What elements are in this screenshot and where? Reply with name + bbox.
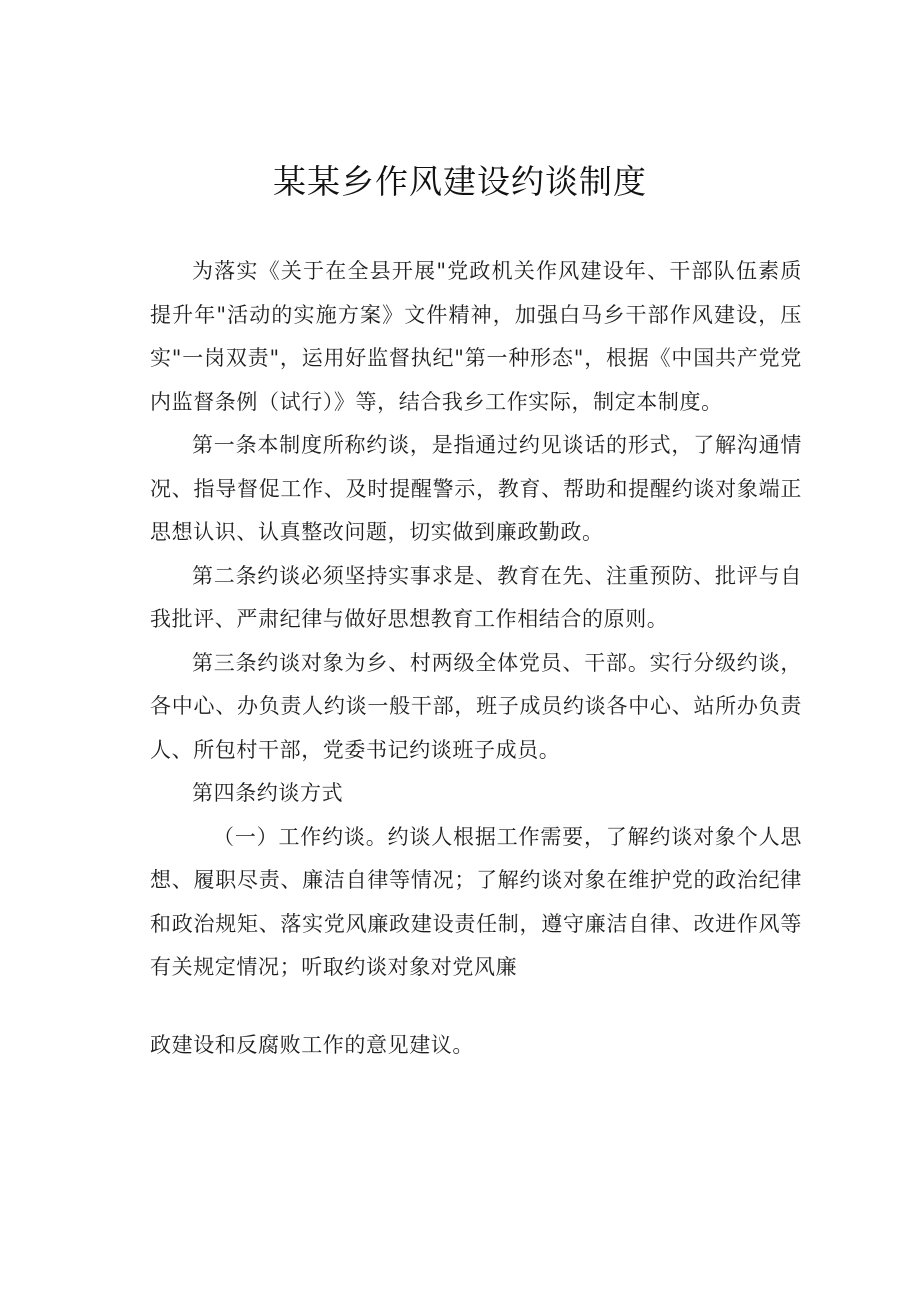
paragraph-article-3: 第三条约谈对象为乡、村两级全体党员、干部。实行分级约谈，各中心、办负责人约谈一般干部，班子成员约谈各中心、站所办负责人、所包村干部，党委书记约谈班子成员。 — [150, 650, 802, 762]
paragraph-article-4: 第四条约谈方式 — [192, 781, 344, 805]
paragraph-intro: 为落实《关于在全县开展"党政机关作风建设年、干部队伍素质提升年"活动的实施方案》文件精神，加强白马乡干部作风建设，压实"一岗双责"，运用好监督执纪"第一种形态"，根据《中国共产党党内监督条例（试行）》等，结合我乡工作实际，制定本制度。 — [150, 259, 802, 414]
paragraph-subsection-1: （一）工作约谈。约谈人根据工作需要，了解约谈对象个人思想、履职尽责、廉洁自律等情况；了解约谈对象在维护党的政治纪律和政治规矩、落实党风廉政建设责任制，遵守廉洁自律、改进作风等有关规定情况；听取约谈对象对党风廉 — [150, 824, 802, 979]
document-title: 某某乡作风建设约谈制度 — [273, 162, 647, 201]
paragraph-article-1: 第一条本制度所称约谈，是指通过约见谈话的形式，了解沟通情况、指导督促工作、及时提醒警示，教育、帮助和提醒约谈对象端正思想认识、认真整改问题，切实做到廉政勤政。 — [150, 433, 802, 544]
document-body — [150, 250, 802, 1067]
paragraph-continuation: 政建设和反腐败工作的意见建议。 — [150, 1032, 474, 1057]
paragraph-article-2: 第二条约谈必须坚持实事求是、教育在先、注重预防、批评与自我批评、严肃纪律与做好思想教育工作相结合的原则。 — [150, 563, 802, 631]
